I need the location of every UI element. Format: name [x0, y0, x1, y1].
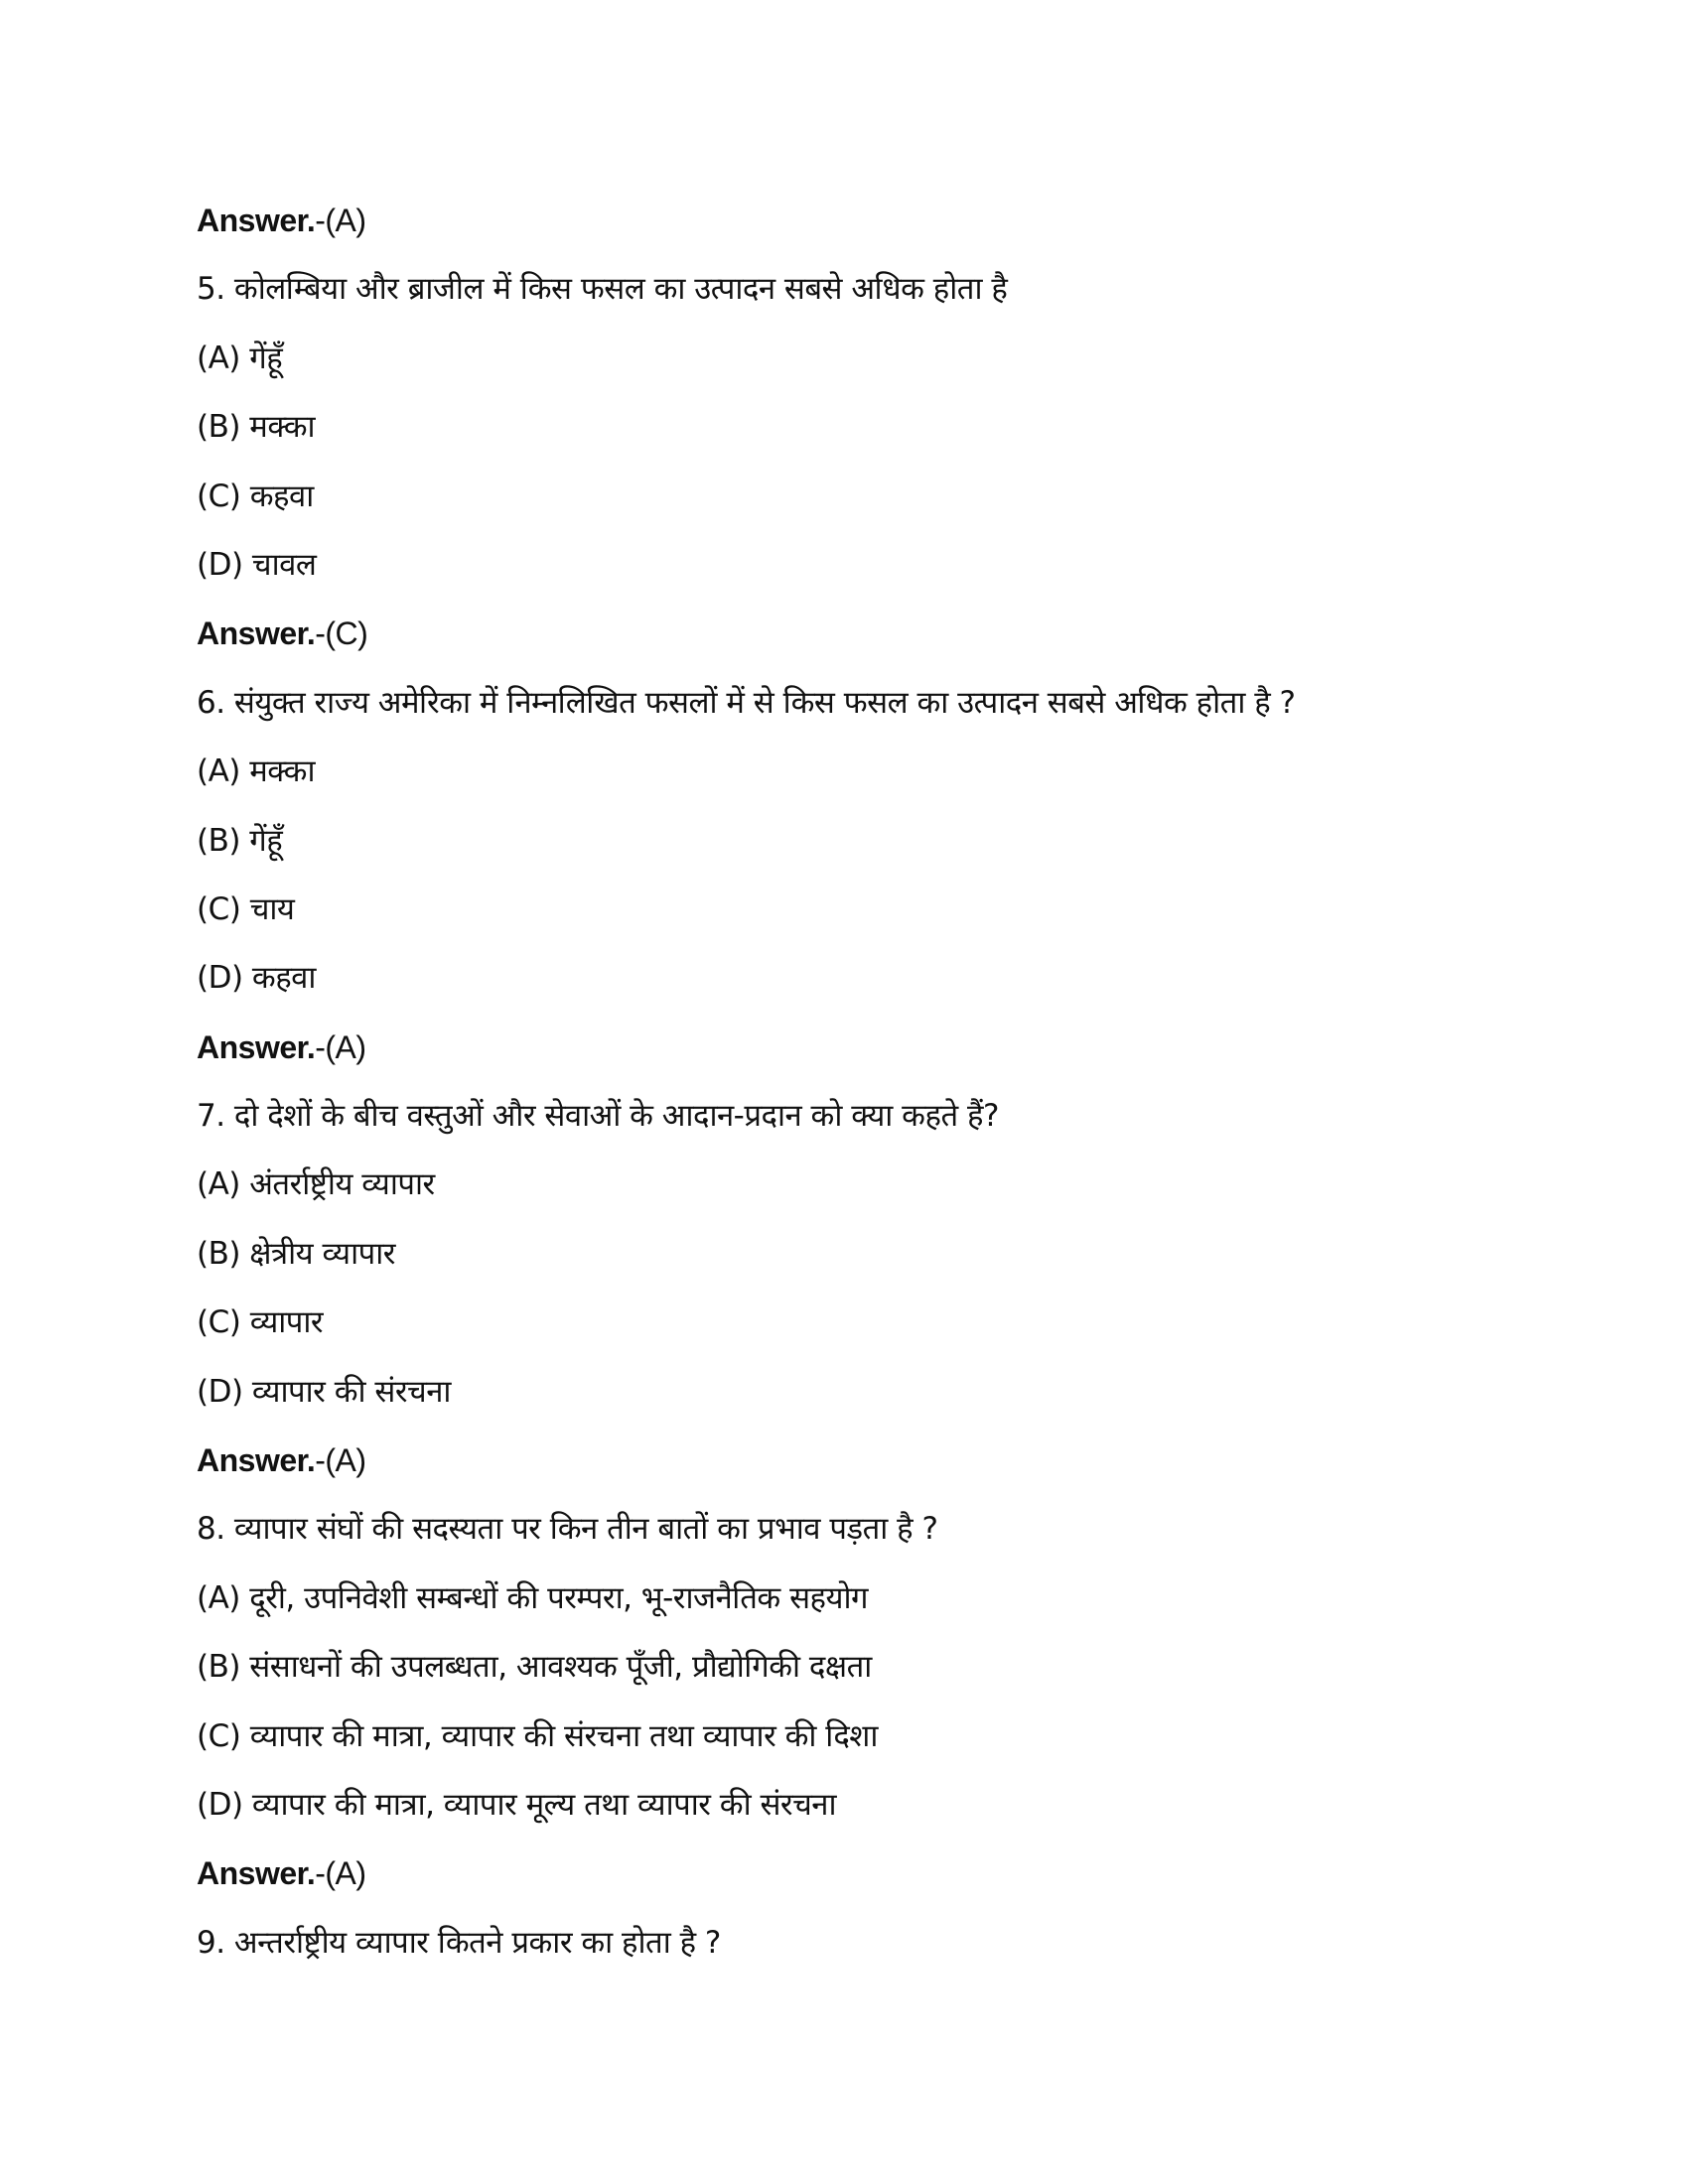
option-c: (C) चाय — [197, 890, 295, 927]
answer-value: -(A) — [315, 1442, 366, 1479]
option-c: (C) व्यापार — [197, 1304, 324, 1341]
question-5: 5. कोलम्बिया और ब्राजील में किस फसल का उत्पादन सबसे अधिक होता है — [197, 271, 1008, 308]
answer-value: -(A) — [315, 1028, 366, 1065]
option-c: (C) व्यापार की मात्रा, व्यापार की संरचना तथा व्यापार की दिशा — [197, 1717, 878, 1754]
option-c: (C) कहवा — [197, 478, 314, 514]
option-a: (A) मक्का — [197, 753, 316, 790]
answer-label: Answer. — [197, 1442, 316, 1479]
question-8: 8. व्यापार संघों की सदस्यता पर किन तीन बातों का प्रभाव पड़ता है ? — [197, 1511, 938, 1548]
option-b: (B) क्षेत्रीय व्यापार — [197, 1235, 395, 1272]
answer-line — [197, 1022, 1507, 1090]
answer-label: Answer. — [197, 615, 316, 652]
answer-value: -(A) — [315, 203, 366, 238]
option-a: (A) गेंहूँ — [197, 340, 283, 376]
option-d: (D) व्यापार की मात्रा, व्यापार मूल्य तथा व्यापार की संरचना — [197, 1786, 837, 1823]
option-d: (D) व्यापार की संरचना — [197, 1373, 451, 1410]
option-a: (A) दूरी, उपनिवेशी सम्बन्धों की परम्परा, भू-राजनैतिक सहयोग — [197, 1579, 868, 1616]
option-a: (A) अंतर्राष्ट्रीय व्यापार — [197, 1166, 435, 1203]
answer-line — [197, 608, 1507, 676]
answer-label: Answer. — [197, 1855, 316, 1892]
answer-line — [197, 1434, 1507, 1503]
option-b: (B) संसाधनों की उपलब्धता, आवश्यक पूँजी, प्रौद्योगिकी दक्षता — [197, 1649, 872, 1686]
document-page — [197, 195, 1507, 1985]
answer-line — [197, 195, 1507, 263]
answer-line — [197, 1847, 1507, 1916]
question-9: 9. अन्तर्राष्ट्रीय व्यापार कितने प्रकार का होता है ? — [197, 1924, 721, 1961]
answer-value: -(A) — [315, 1855, 366, 1892]
answer-label: Answer. — [197, 1028, 316, 1065]
answer-value: -(C) — [315, 615, 368, 652]
option-b: (B) मक्का — [197, 409, 316, 446]
option-b: (B) गेंहूँ — [197, 822, 283, 859]
question-7: 7. दो देशों के बीच वस्तुओं और सेवाओं के आदान-प्रदान को क्या कहते हैं? — [197, 1098, 999, 1135]
answer-label: Answer. — [197, 203, 316, 238]
question-6: 6. संयुक्त राज्य अमेरिका में निम्नलिखित फसलों में से किस फसल का उत्पादन सबसे अधिक होता है ? — [197, 684, 1296, 721]
option-d: (D) चावल — [197, 546, 317, 583]
option-d: (D) कहवा — [197, 960, 316, 997]
